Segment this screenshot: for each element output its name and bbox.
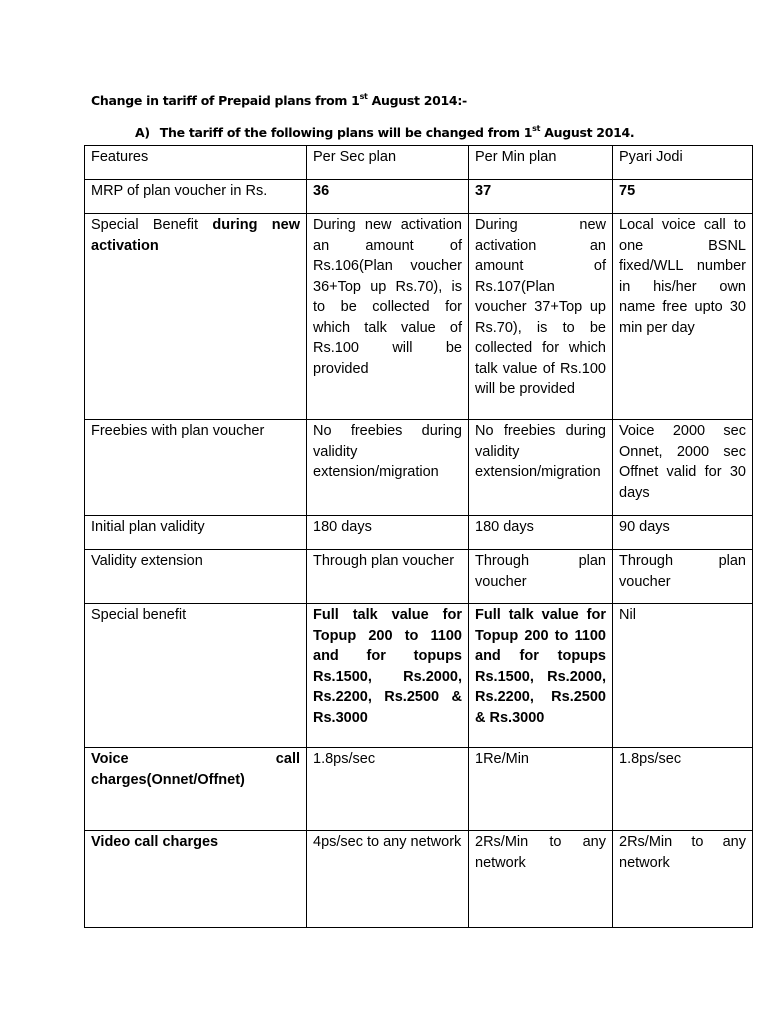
feature-cell: Special Benefit during new activation: [85, 214, 307, 420]
per-min-cell: Through plan voucher: [469, 550, 613, 604]
per-sec-cell: 4ps/sec to any network: [307, 831, 469, 928]
per-sec-cell: 1.8ps/sec: [307, 748, 469, 831]
document-title: Change in tariff of Prepaid plans from 1st August 2014:-: [91, 92, 467, 108]
table-row: [85, 550, 753, 604]
feature-cell: MRP of plan voucher in Rs.: [85, 180, 307, 214]
per-min-cell: During new activation an amount of Rs.107(Plan voucher 37+Top up Rs.70), is to be collected for which talk value of Rs.100 will be provided: [469, 214, 613, 420]
per-sec-cell: Full talk value for Topup 200 to 1100 and for topups Rs.1500, Rs.2000, Rs.2200, Rs.2500 & Rs.3000: [307, 604, 469, 748]
pyari-jodi-cell: 90 days: [613, 516, 753, 550]
per-min-cell: 2Rs/Min to any network: [469, 831, 613, 928]
per-sec-cell: During new activation an amount of Rs.106(Plan voucher 36+Top up Rs.70), is to be collected for which talk value of Rs.100 will be provided: [307, 214, 469, 420]
tariff-table: [84, 145, 753, 928]
per-min-cell: 180 days: [469, 516, 613, 550]
table-row: [85, 516, 753, 550]
table-row: [85, 748, 753, 831]
per-min-cell: Full talk value for Topup 200 to 1100 and for topups Rs.1500, Rs.2000, Rs.2200, Rs.2500 & Rs.3000: [469, 604, 613, 748]
feature-cell: Special benefit: [85, 604, 307, 748]
pyari-jodi-cell: Nil: [613, 604, 753, 748]
pyari-jodi-cell: Local voice call to one BSNL fixed/WLL number in his/her own name free upto 30 min per day: [613, 214, 753, 420]
table-row: [85, 180, 753, 214]
pyari-jodi-cell: 1.8ps/sec: [613, 748, 753, 831]
header-features: Features: [85, 146, 307, 180]
header-pyari-jodi: Pyari Jodi: [613, 146, 753, 180]
per-sec-cell: No freebies during validity extension/migration: [307, 420, 469, 516]
pyari-jodi-cell: Voice 2000 sec Onnet, 2000 sec Offnet valid for 30 days: [613, 420, 753, 516]
table-row: [85, 214, 753, 420]
feature-cell: Video call charges: [85, 831, 307, 928]
feature-cell: Voice call charges(Onnet/Offnet): [85, 748, 307, 831]
per-sec-cell: 180 days: [307, 516, 469, 550]
feature-cell: Freebies with plan voucher: [85, 420, 307, 516]
header-per-sec-plan: Per Sec plan: [307, 146, 469, 180]
pyari-jodi-cell: Through plan voucher: [613, 550, 753, 604]
feature-cell: Validity extension: [85, 550, 307, 604]
table-row: [85, 604, 753, 748]
per-min-cell: 1Re/Min: [469, 748, 613, 831]
per-min-cell: 37: [469, 180, 613, 214]
header-per-min-plan: Per Min plan: [469, 146, 613, 180]
table-header-row: [85, 146, 753, 180]
per-min-cell: No freebies during validity extension/migration: [469, 420, 613, 516]
per-sec-cell: 36: [307, 180, 469, 214]
section-heading: A) The tariff of the following plans will be changed from 1st August 2014.: [135, 124, 635, 140]
feature-cell: Initial plan validity: [85, 516, 307, 550]
table-row: [85, 831, 753, 928]
pyari-jodi-cell: 75: [613, 180, 753, 214]
table-row: [85, 420, 753, 516]
section-marker: A): [135, 125, 150, 140]
pyari-jodi-cell: 2Rs/Min to any network: [613, 831, 753, 928]
per-sec-cell: Through plan voucher: [307, 550, 469, 604]
